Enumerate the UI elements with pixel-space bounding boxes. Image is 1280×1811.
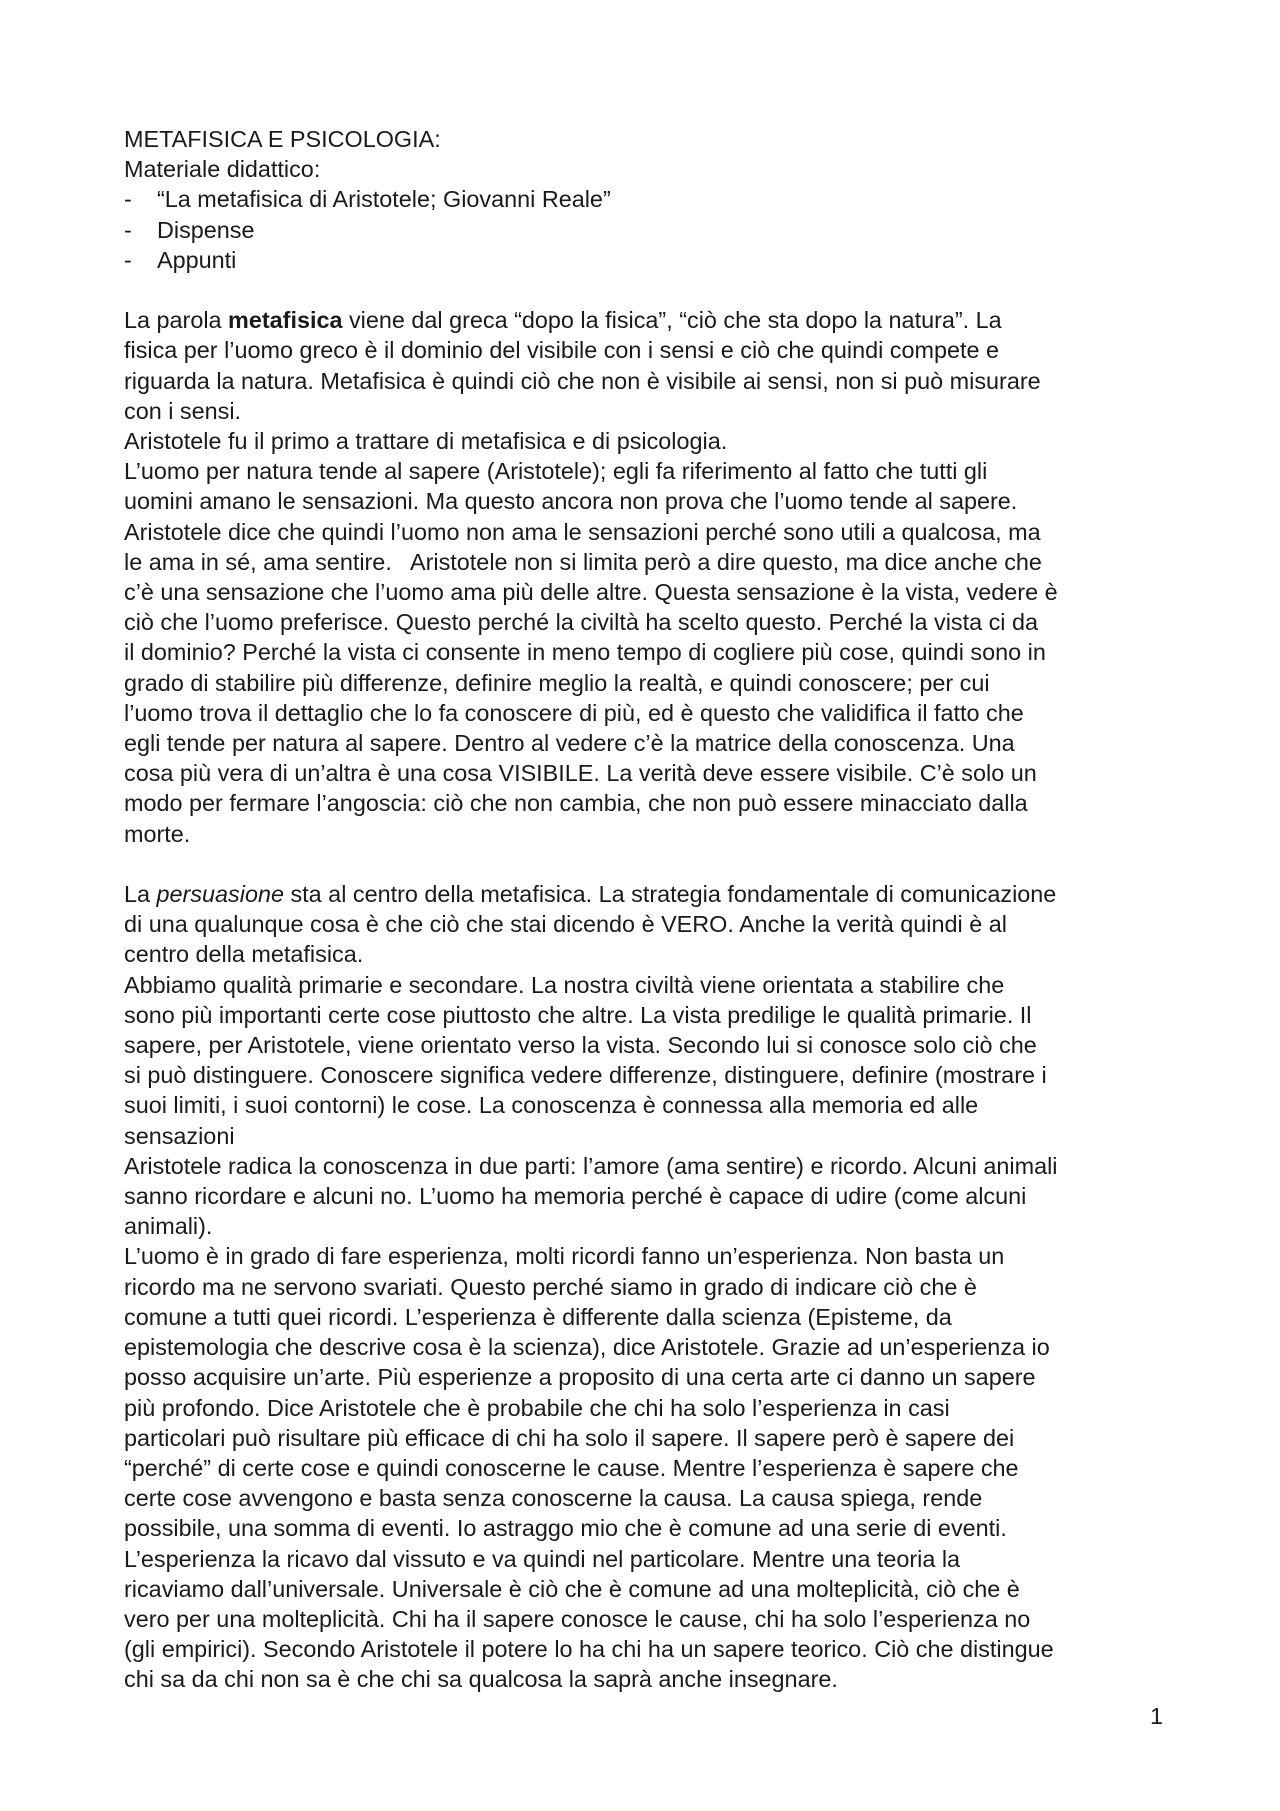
materials-list <box>124 184 1164 275</box>
paragraph-line: L’uomo è in grado di fare esperienza, molti ricordi fanno un’esperienza. Non basta un <box>124 1243 1005 1270</box>
paragraph-line: cosa più vera di un’altra è una cosa VISIBILE. La verità deve essere visibile. C’è solo un <box>124 760 1037 787</box>
paragraph-line: Abbiamo qualità primarie e secondare. La nostra civiltà viene orientata a stabilire che <box>124 971 1005 998</box>
paragraph-line: L’uomo per natura tende al sapere (Aristotele); egli fa riferimento al fatto che tutti gli <box>124 458 988 485</box>
paragraph-line: ricaviamo dall’universale. Universale è ciò che è comune ad una molteplicità, ciò che è <box>124 1575 1020 1602</box>
paragraph-line: sensazioni <box>124 1122 235 1149</box>
paragraph-line: particolari può risultare più efficace di chi ha solo il sapere. Il sapere però è sapere dei <box>124 1424 1015 1451</box>
list-dash: - <box>124 186 132 213</box>
paragraph-line: epistemologia che descrive cosa è la scienza), dice Aristotele. Grazie ad un’esperienza io <box>124 1334 1050 1361</box>
paragraph-line: animali). <box>124 1213 213 1240</box>
paragraph-line: centro della metafisica. <box>124 941 364 968</box>
paragraph-line: vero per una molteplicità. Chi ha il sapere conosce le cause, chi ha solo l’esperienza no <box>124 1605 1031 1632</box>
paragraph-line: sapere, per Aristotele, viene orientato verso la vista. Secondo lui si conosce solo ciò che <box>124 1032 1037 1059</box>
paragraph-line <box>124 879 1164 909</box>
paragraph-line: Aristotele dice che quindi l’uomo non ama le sensazioni perché sono utili a qualcosa, ma <box>124 518 1041 545</box>
paragraph-line: di una qualunque cosa è che ciò che stai dicendo è VERO. Anche la verità quindi è al <box>124 911 1007 938</box>
text-run: La <box>124 881 157 908</box>
list-item <box>124 215 1164 245</box>
paragraph-line: comune a tutti quei ricordi. L’esperienza è differente dalla scienza (Episteme, da <box>124 1303 952 1330</box>
text-run: sta al centro della metafisica. La strategia fondamentale di comunicazione <box>283 881 1057 908</box>
document-title: METAFISICA E PSICOLOGIA: <box>124 126 441 152</box>
paragraph-line: il dominio? Perché la vista ci consente in meno tempo di cogliere più cose, quindi sono in <box>124 639 1046 666</box>
paragraph-line: più profondo. Dice Aristotele che è probabile che chi ha solo l’esperienza in casi <box>124 1394 950 1421</box>
paragraph-line: si può distinguere. Conoscere significa vedere differenze, distinguere, definire (mostrare i <box>124 1062 1047 1089</box>
paragraph-line: “perché” di certe cose e quindi conoscerne le cause. Mentre l’esperienza è sapere che <box>124 1454 1019 1481</box>
paragraph-line: c’è una sensazione che l’uomo ama più delle altre. Questa sensazione è la vista, vedere è <box>124 579 1058 606</box>
paragraph-line: uomini amano le sensazioni. Ma questo ancora non prova che l’uomo tende al sapere. <box>124 488 1018 515</box>
paragraph-line: ciò che l’uomo preferisce. Questo perché la civiltà ha scelto questo. Perché la vista ci da <box>124 609 1038 636</box>
paragraph-line: posso acquisire un’arte. Più esperienze a proposito di una certa arte ci danno un sapere <box>124 1364 1036 1391</box>
bold-term: metafisica <box>228 307 343 334</box>
paragraph-line: morte. <box>124 820 191 847</box>
materials-heading: Materiale didattico: <box>124 156 321 183</box>
paragraph-gap <box>124 275 1164 305</box>
list-item <box>124 184 1164 214</box>
page-number: 1 <box>1149 1703 1163 1729</box>
paragraph-line: fisica per l’uomo greco è il dominio del visibile con i sensi e ciò che quindi compete e <box>124 337 1000 364</box>
paragraph-line: ricordo ma ne servono svariati. Questo perché siamo in grado di indicare ciò che è <box>124 1273 977 1300</box>
paragraph-persuasione <box>124 879 1164 1694</box>
paragraph-line: L’esperienza la ricavo dal vissuto e va quindi nel particolare. Mentre una teoria la <box>124 1545 961 1572</box>
paragraph-line: Aristotele radica la conoscenza in due parti: l’amore (ama sentire) e ricordo. Alcuni animali <box>124 1152 1058 1179</box>
paragraph-line: Aristotele fu il primo a trattare di metafisica e di psicologia. <box>124 428 728 455</box>
paragraph-line: certe cose avvengono e basta senza conoscerne la causa. La causa spiega, rende <box>124 1485 983 1512</box>
paragraph-line: modo per fermare l’angoscia: ciò che non cambia, che non può essere minacciato dalla <box>124 790 1028 817</box>
paragraph-metafisica <box>124 305 1164 849</box>
italic-term: persuasione <box>156 881 284 908</box>
paragraph-line: sono più importanti certe cose piuttosto che altre. La vista predilige le qualità primarie. Il <box>124 1001 1032 1028</box>
paragraph-gap <box>124 849 1164 879</box>
paragraph-line <box>124 305 1164 335</box>
text-run: La parola <box>124 307 229 334</box>
list-item-text: Dispense <box>157 216 255 243</box>
paragraph-line: egli tende per natura al sapere. Dentro al vedere c’è la matrice della conoscenza. Una <box>124 730 1015 757</box>
paragraph-line: suoi limiti, i suoi contorni) le cose. La conoscenza è connessa alla memoria ed alle <box>124 1092 979 1119</box>
list-dash: - <box>124 246 132 273</box>
paragraph-line: possibile, una somma di eventi. Io astraggo mio che è comune ad una serie di eventi. <box>124 1515 1007 1542</box>
paragraph-line: l’uomo trova il dettaglio che lo fa conoscere di più, ed è questo che validifica il fatto che <box>124 699 1024 726</box>
paragraph-line: (gli empirici). Secondo Aristotele il potere lo ha chi ha un sapere teorico. Ciò che distingue <box>124 1636 1054 1663</box>
text-run: viene dal greca “dopo la fisica”, “ciò che sta dopo la natura”. La <box>342 307 1002 334</box>
paragraph-line: riguarda la natura. Metafisica è quindi ciò che non è visibile ai sensi, non si può misurare <box>124 367 1041 394</box>
document-page <box>124 124 1164 1695</box>
paragraph-line: sanno ricordare e alcuni no. L’uomo ha memoria perché è capace di udire (come alcuni <box>124 1183 1027 1210</box>
paragraph-line: chi sa da chi non sa è che chi sa qualcosa la saprà anche insegnare. <box>124 1666 838 1693</box>
paragraph-line: grado di stabilire più differenze, definire meglio la realtà, e quindi conoscere; per cui <box>124 669 990 696</box>
paragraph-line: le ama in sé, ama sentire. Aristotele non si limita però a dire questo, ma dice anche che <box>124 548 1042 575</box>
list-item-text: Appunti <box>157 246 237 273</box>
list-item-text: “La metafisica di Aristotele; Giovanni Reale” <box>157 186 611 213</box>
paragraph-line: con i sensi. <box>124 397 242 424</box>
list-dash: - <box>124 216 132 243</box>
list-item <box>124 245 1164 275</box>
